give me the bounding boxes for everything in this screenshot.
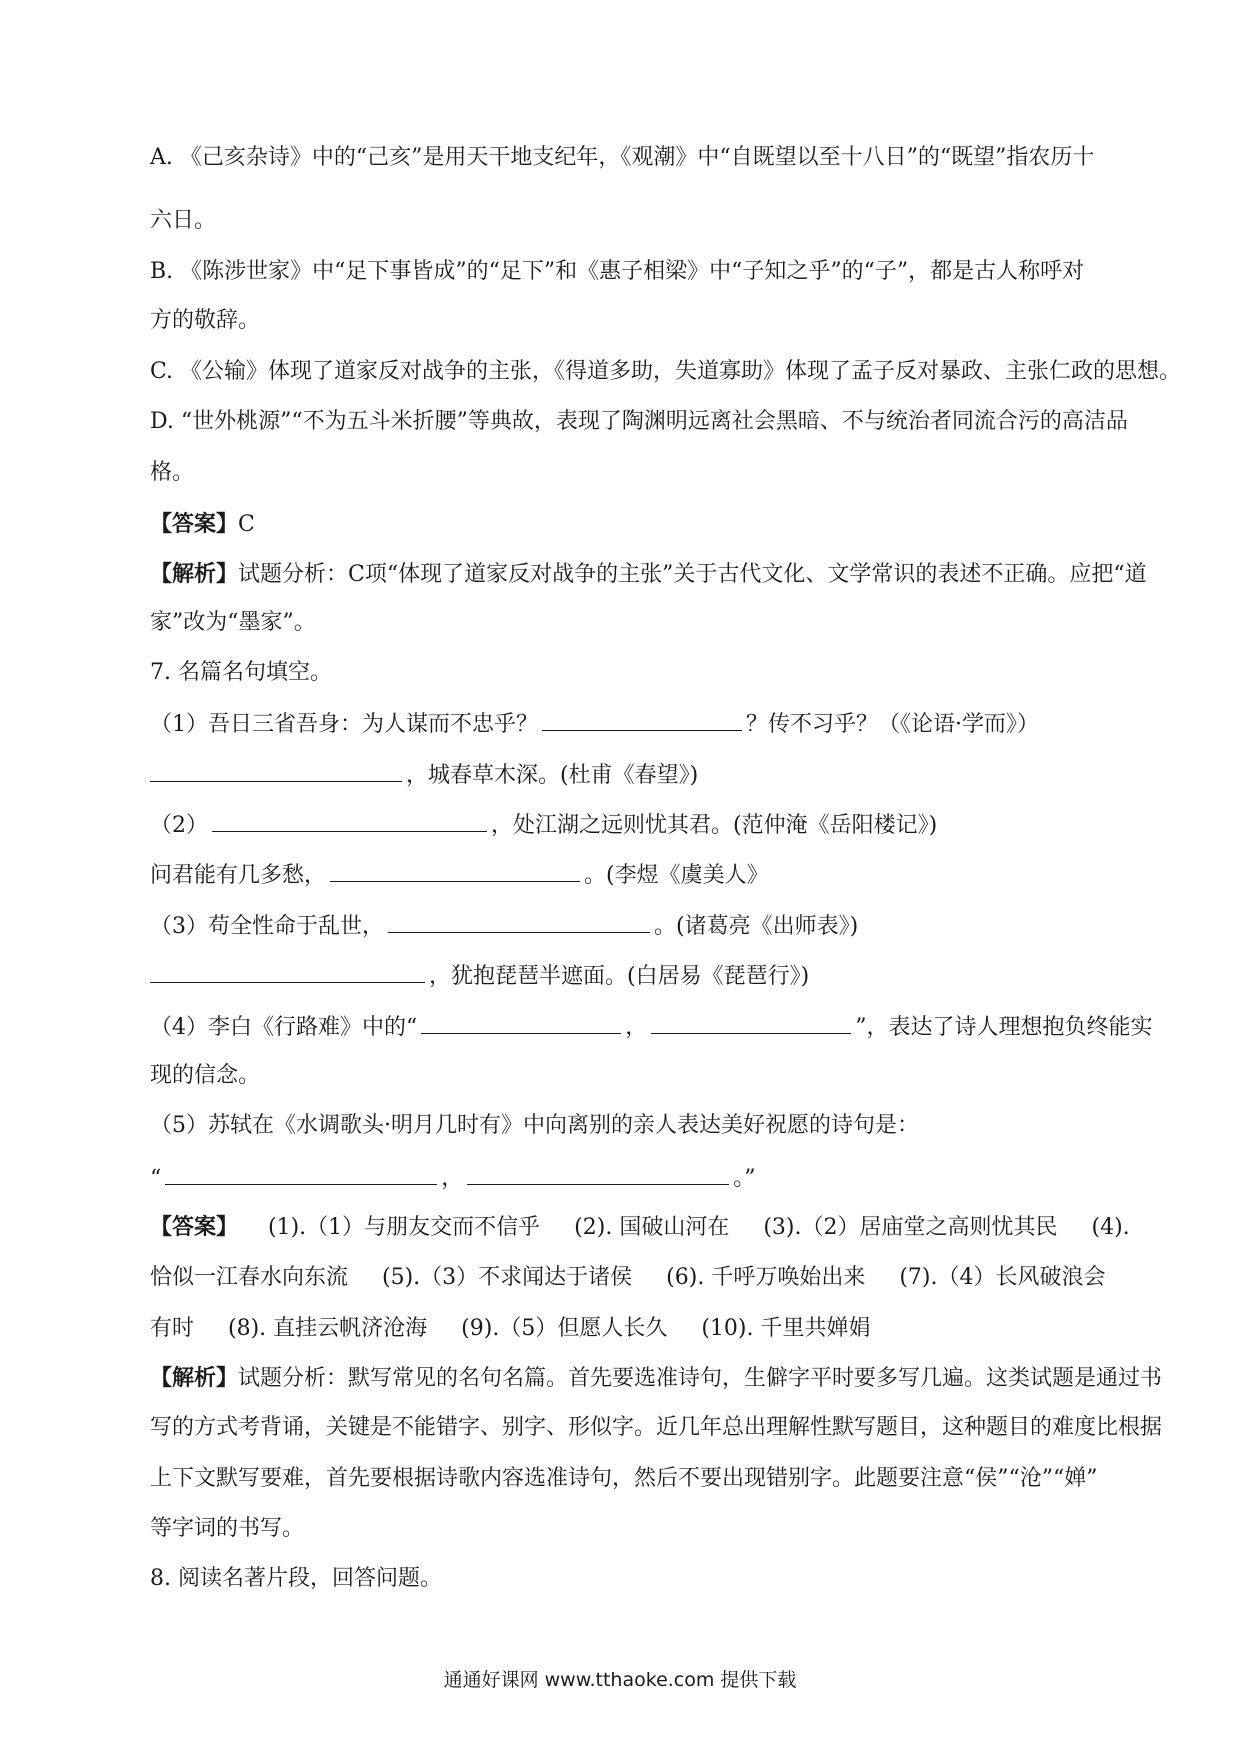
q7-item3-text-b: 。(诸葛亮《出师表》) (654, 914, 859, 939)
q7-item3-line1 (150, 910, 1140, 942)
option-d-line1: D. “世外桃源”“不为五斗米折腰”等典故，表现了陶渊明远离社会黑暗、不与统治者同流合污的高洁品 (150, 409, 1128, 434)
q7-item1-line2 (150, 759, 1140, 791)
option-c-line1: C. 《公输》体现了道家反对战争的主张，《得道多助，失道寡助》体现了孟子反对暴政、主张仁政的思想。 (150, 359, 1182, 384)
answer-item: (8). 直挂云帆济沧海 (228, 1316, 428, 1341)
answer-label: 【答案】 (150, 511, 239, 537)
answer-item: (4). (1091, 1215, 1130, 1240)
option-d-line2: 格。 (150, 460, 195, 485)
q7-answer-line3 (150, 1314, 1140, 1344)
q7-item4-text-a: （4）李白《行路难》中的“ (150, 1015, 418, 1040)
q7-item5-line1: （5）苏轼在《水调歌头·明月几时有》中向离别的亲人表达美好祝愿的诗句是： (150, 1113, 919, 1138)
q7-item5-text-c: ， (441, 1166, 464, 1191)
q7-analysis-text: 试题分析：默写常见的名句名篇。首先要选准诗句，生僻字平时要多写几遍。这类试题是通过书 (238, 1366, 1163, 1391)
q7-analysis-line1 (150, 1363, 1163, 1394)
q7-item4-text-c: ”，表达了诗人理想抱负终能实 (855, 1015, 1153, 1040)
fill-blank-10[interactable] (467, 1162, 729, 1185)
q7-item5-text-b: “ (150, 1166, 162, 1191)
answer-item: (2). 国破山河在 (574, 1215, 730, 1240)
q7-item2-text-d: 。(李煜《虞美人》 (584, 863, 769, 888)
q7-item1-line1 (150, 708, 1140, 740)
q7-analysis-line4: 等字词的书写。 (150, 1516, 305, 1541)
q8-title: 8. 阅读名著片段，回答问题。 (150, 1566, 442, 1591)
option-b-line2: 方的敬辞。 (150, 308, 261, 333)
q7-answer-line1 (150, 1212, 1140, 1243)
analysis-label: 【解析】 (150, 561, 239, 587)
q7-item2-line1 (150, 809, 1140, 841)
q7-item1-text-a: （1）吾日三省吾身：为人谋而不忠乎？ (150, 712, 538, 737)
q6-analysis-line1 (150, 559, 1147, 590)
q7-item4-text-b: ， (625, 1015, 648, 1040)
answer-item: (10). 千里共婵娟 (701, 1316, 871, 1341)
q7-answer-label: 【答案】 (150, 1214, 239, 1240)
q7-analysis-line2: 写的方式考背诵，关键是不能错字、别字、形似字。近几年总出理解性默写题目，这种题目的难度比根据 (150, 1415, 1163, 1440)
q7-item2-text-a: （2） (150, 813, 208, 838)
q7-analysis-label: 【解析】 (150, 1365, 239, 1391)
q7-item3-line2 (150, 960, 1140, 992)
fill-blank-3[interactable] (212, 809, 487, 832)
q7-item1-text-c: ，城春草木深。(杜甫《春望》) (406, 763, 699, 788)
fill-blank-4[interactable] (330, 859, 580, 882)
q7-analysis-line3: 上下文默写要难，首先要根据诗歌内容选准诗句，然后不要出现错别字。此题要注意“侯”“沧”“婵” (150, 1466, 1098, 1491)
q7-item2-text-b: ，处江湖之远则忧其君。(范仲淹《岳阳楼记》) (491, 813, 938, 838)
q7-answer-line2 (150, 1263, 1140, 1293)
answer-item: (3).（2）居庙堂之高则忧其民 (763, 1215, 1058, 1240)
page-footer: 通通好课网 www.tthaoke.com 提供下载 (443, 1669, 797, 1691)
q7-item1-text-b: ？传不习乎？（《论语·学而》） (746, 712, 1039, 737)
q7-item3-text-a: （3）苟全性命于乱世， (150, 914, 384, 939)
fill-blank-6[interactable] (150, 960, 425, 983)
option-b-line1: B. 《陈涉世家》中“足下事皆成”的“足下”和《惠子相梁》中“子知之乎”的“子”，都是古人称呼对 (150, 259, 1085, 284)
q7-title: 7. 名篇名句填空。 (150, 660, 332, 685)
answer-item: 恰似一江春水向东流 (150, 1265, 349, 1290)
answer-item: (7).（4）长风破浪会 (899, 1265, 1106, 1290)
analysis-text: 试题分析：C项“体现了道家反对战争的主张”关于古代文化、文学常识的表述不正确。应把“道 (238, 562, 1147, 587)
fill-blank-5[interactable] (388, 910, 650, 933)
answer-item: (5).（3）不求闻达于诸侯 (382, 1265, 633, 1290)
q7-item3-text-c: ，犹抱琵琶半遮面。(白居易《琵琶行》) (429, 964, 810, 989)
option-a-line1: A. 《己亥杂诗》中的“己亥”是用天干地支纪年，《观潮》中“自既望以至十八日”的“既望”指农历十 (150, 145, 1095, 170)
q7-item5-text-d: 。” (733, 1166, 756, 1191)
answer-item: (9).（5）但愿人长久 (461, 1316, 668, 1341)
q7-item2-line2 (150, 859, 1140, 891)
fill-blank-1[interactable] (542, 708, 742, 731)
fill-blank-9[interactable] (165, 1162, 437, 1185)
fill-blank-7[interactable] (421, 1011, 621, 1034)
q6-answer (150, 509, 1140, 540)
answer-value: C (238, 512, 255, 537)
answer-item: (1).（1）与朋友交而不信乎 (268, 1215, 541, 1240)
q7-item4-line2: 现的信念。 (150, 1063, 261, 1088)
option-a-line2: 六日。 (150, 208, 217, 233)
q7-item2-text-c: 问君能有几多愁， (150, 863, 327, 888)
q7-item5-line2 (150, 1162, 1140, 1194)
fill-blank-8[interactable] (651, 1011, 851, 1034)
q7-item4-line1 (150, 1011, 1153, 1043)
answer-item: 有时 (150, 1316, 195, 1341)
q6-analysis-line2: 家”改为“墨家”。 (150, 610, 316, 635)
answer-item: (6). 千呼万唤始出来 (666, 1265, 866, 1290)
fill-blank-2[interactable] (150, 759, 402, 782)
